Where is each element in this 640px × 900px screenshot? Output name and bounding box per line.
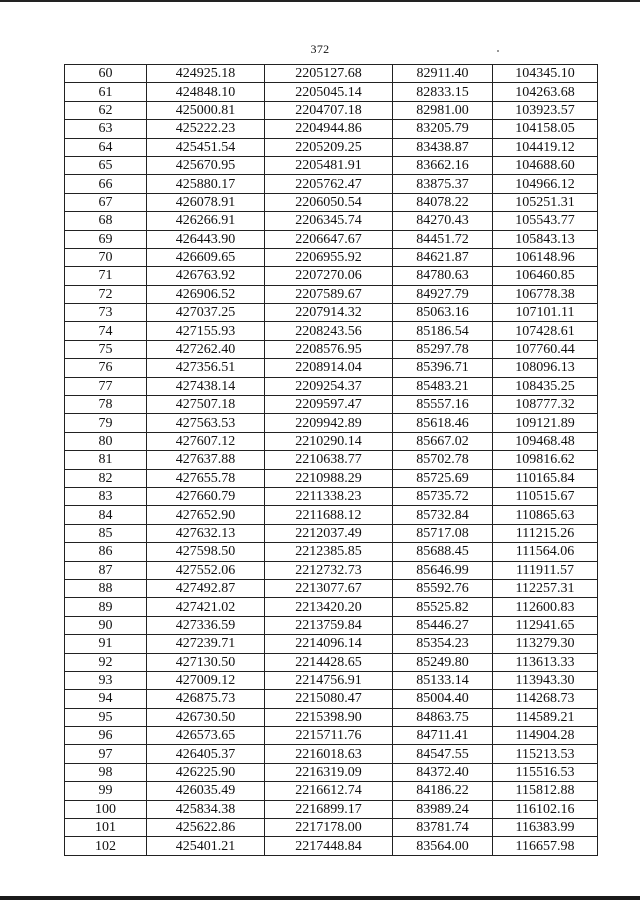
coordinate-cell: 106778.38	[493, 285, 598, 303]
coordinate-cell: 113943.30	[493, 671, 598, 689]
coordinate-cell: 107101.11	[493, 304, 598, 322]
coordinate-cell: 2211688.12	[265, 506, 393, 524]
table-row	[65, 837, 598, 855]
coordinate-cell: 111215.26	[493, 524, 598, 542]
coordinate-cell: 427155.93	[147, 322, 265, 340]
table-row	[65, 193, 598, 211]
coordinate-cell: 110165.84	[493, 469, 598, 487]
coordinate-cell: 110865.63	[493, 506, 598, 524]
coordinate-cell: 115516.53	[493, 763, 598, 781]
coordinate-cell: 2209597.47	[265, 396, 393, 414]
coordinate-cell: 85592.76	[393, 579, 493, 597]
coordinate-cell: 111564.06	[493, 543, 598, 561]
coordinate-cell: 85557.16	[393, 396, 493, 414]
coordinate-cell: 427507.18	[147, 396, 265, 414]
table-row	[65, 727, 598, 745]
point-number-cell: 99	[65, 782, 147, 800]
point-number-cell: 95	[65, 708, 147, 726]
coordinate-cell: 427421.02	[147, 598, 265, 616]
point-number-cell: 74	[65, 322, 147, 340]
coordinate-cell: 427660.79	[147, 487, 265, 505]
coordinate-cell: 426573.65	[147, 727, 265, 745]
coordinate-cell: 2213077.67	[265, 579, 393, 597]
table-row	[65, 83, 598, 101]
coordinate-cell: 104263.68	[493, 83, 598, 101]
coordinate-cell: 109121.89	[493, 414, 598, 432]
table-row	[65, 414, 598, 432]
table-row	[65, 340, 598, 358]
coordinate-cell: 425622.86	[147, 819, 265, 837]
point-number-cell: 79	[65, 414, 147, 432]
coordinate-cell: 2212732.73	[265, 561, 393, 579]
coordinate-cell: 426609.65	[147, 248, 265, 266]
coordinate-cell: 426730.50	[147, 708, 265, 726]
coordinate-cell: 2205127.68	[265, 65, 393, 83]
table-row	[65, 322, 598, 340]
coordinate-cell: 2215711.76	[265, 727, 393, 745]
coordinate-cell: 2205045.14	[265, 83, 393, 101]
point-number-cell: 65	[65, 156, 147, 174]
coordinate-cell: 2204707.18	[265, 101, 393, 119]
coordinate-cell: 85186.54	[393, 322, 493, 340]
coordinate-cell: 426266.91	[147, 212, 265, 230]
coordinate-cell: 427239.71	[147, 635, 265, 653]
coordinate-cell: 106460.85	[493, 267, 598, 285]
point-number-cell: 85	[65, 524, 147, 542]
scan-edge-top	[0, 0, 640, 2]
coordinate-cell: 83875.37	[393, 175, 493, 193]
coordinate-cell: 85525.82	[393, 598, 493, 616]
coordinate-cell: 115213.53	[493, 745, 598, 763]
coordinate-cell: 426906.52	[147, 285, 265, 303]
coordinate-cell: 116383.99	[493, 819, 598, 837]
coordinate-cell: 108777.32	[493, 396, 598, 414]
coordinate-cell: 84711.41	[393, 727, 493, 745]
table-row	[65, 800, 598, 818]
coordinate-cell: 85004.40	[393, 690, 493, 708]
point-number-cell: 94	[65, 690, 147, 708]
coordinate-cell: 83564.00	[393, 837, 493, 855]
coordinate-cell: 427563.53	[147, 414, 265, 432]
table-row	[65, 248, 598, 266]
point-number-cell: 61	[65, 83, 147, 101]
table-row	[65, 745, 598, 763]
coordinate-cell: 2213420.20	[265, 598, 393, 616]
coordinate-cell: 85732.84	[393, 506, 493, 524]
coordinate-cell: 85735.72	[393, 487, 493, 505]
coordinate-cell: 427336.59	[147, 616, 265, 634]
table-row	[65, 598, 598, 616]
point-number-cell: 70	[65, 248, 147, 266]
coordinate-cell: 2207589.67	[265, 285, 393, 303]
coordinate-cell: 116102.16	[493, 800, 598, 818]
coordinate-cell: 427130.50	[147, 653, 265, 671]
point-number-cell: 93	[65, 671, 147, 689]
point-number-cell: 82	[65, 469, 147, 487]
coordinate-cell: 2209942.89	[265, 414, 393, 432]
table-row	[65, 506, 598, 524]
coordinate-cell: 84451.72	[393, 230, 493, 248]
coordinate-cell: 2212037.49	[265, 524, 393, 542]
point-number-cell: 75	[65, 340, 147, 358]
coordinate-cell: 427598.50	[147, 543, 265, 561]
coordinate-cell: 2206647.67	[265, 230, 393, 248]
table-row	[65, 616, 598, 634]
coordinate-cell: 84927.79	[393, 285, 493, 303]
point-number-cell: 86	[65, 543, 147, 561]
coordinate-cell: 84621.87	[393, 248, 493, 266]
coordinate-cell: 2206050.54	[265, 193, 393, 211]
coordinate-cell: 426443.90	[147, 230, 265, 248]
coordinate-cell: 84547.55	[393, 745, 493, 763]
coordinate-cell: 2204944.86	[265, 120, 393, 138]
coordinate-cell: 2217178.00	[265, 819, 393, 837]
coordinate-cell: 2214756.91	[265, 671, 393, 689]
coordinate-cell: 424925.18	[147, 65, 265, 83]
table-row	[65, 304, 598, 322]
coordinate-cell: 2216612.74	[265, 782, 393, 800]
coordinate-cell: 427356.51	[147, 359, 265, 377]
table-row	[65, 635, 598, 653]
point-number-cell: 101	[65, 819, 147, 837]
table-row	[65, 782, 598, 800]
table-row	[65, 212, 598, 230]
coordinate-cell: 109816.62	[493, 451, 598, 469]
coordinate-cell: 82911.40	[393, 65, 493, 83]
coordinate-cell: 2216899.17	[265, 800, 393, 818]
coordinate-cell: 85063.16	[393, 304, 493, 322]
point-number-cell: 76	[65, 359, 147, 377]
coordinate-cell: 2210988.29	[265, 469, 393, 487]
point-number-cell: 87	[65, 561, 147, 579]
coordinate-cell: 104688.60	[493, 156, 598, 174]
coordinate-cell: 425222.23	[147, 120, 265, 138]
coordinate-cell: 85483.21	[393, 377, 493, 395]
coordinate-cell: 85354.23	[393, 635, 493, 653]
coordinate-cell: 85446.27	[393, 616, 493, 634]
table-row	[65, 432, 598, 450]
point-number-cell: 72	[65, 285, 147, 303]
coordinate-cell: 112257.31	[493, 579, 598, 597]
coordinate-cell: 111911.57	[493, 561, 598, 579]
coordinate-cell: 2205481.91	[265, 156, 393, 174]
coordinate-cell: 2217448.84	[265, 837, 393, 855]
coordinate-cell: 2213759.84	[265, 616, 393, 634]
coordinate-cell: 2210638.77	[265, 451, 393, 469]
coordinate-cell: 2211338.23	[265, 487, 393, 505]
point-number-cell: 97	[65, 745, 147, 763]
page-number: 372	[310, 42, 330, 56]
scan-edge-bottom	[0, 896, 640, 900]
coordinate-cell: 107760.44	[493, 340, 598, 358]
coordinate-cell: 83438.87	[393, 138, 493, 156]
table-body	[65, 65, 598, 856]
coordinate-cell: 2215080.47	[265, 690, 393, 708]
table-row	[65, 175, 598, 193]
coordinate-cell: 105843.13	[493, 230, 598, 248]
coordinate-cell: 84186.22	[393, 782, 493, 800]
coordinate-cell: 83662.16	[393, 156, 493, 174]
table-row	[65, 763, 598, 781]
coordinate-cell: 85725.69	[393, 469, 493, 487]
point-number-cell: 96	[65, 727, 147, 745]
coordinate-cell: 2206955.92	[265, 248, 393, 266]
coordinate-cell: 108435.25	[493, 377, 598, 395]
coordinate-cell: 427637.88	[147, 451, 265, 469]
coordinate-cell: 104345.10	[493, 65, 598, 83]
table-row	[65, 561, 598, 579]
coordinate-cell: 107428.61	[493, 322, 598, 340]
coordinate-cell: 2210290.14	[265, 432, 393, 450]
point-number-cell: 62	[65, 101, 147, 119]
coordinate-cell: 85702.78	[393, 451, 493, 469]
coordinate-cell: 2208576.95	[265, 340, 393, 358]
table-row	[65, 359, 598, 377]
table-row	[65, 653, 598, 671]
coordinate-cell: 425401.21	[147, 837, 265, 855]
coordinate-cell: 427552.06	[147, 561, 265, 579]
point-number-cell: 77	[65, 377, 147, 395]
point-number-cell: 73	[65, 304, 147, 322]
coordinate-cell: 2207270.06	[265, 267, 393, 285]
point-number-cell: 92	[65, 653, 147, 671]
coordinate-cell: 103923.57	[493, 101, 598, 119]
table-row	[65, 156, 598, 174]
table-row	[65, 138, 598, 156]
coordinate-cell: 425670.95	[147, 156, 265, 174]
coordinate-cell: 84078.22	[393, 193, 493, 211]
table-row	[65, 285, 598, 303]
coordinate-cell: 427262.40	[147, 340, 265, 358]
table-row	[65, 524, 598, 542]
coordinate-cell: 84372.40	[393, 763, 493, 781]
coordinate-cell: 112600.83	[493, 598, 598, 616]
coordinate-cell: 425834.38	[147, 800, 265, 818]
table-row	[65, 451, 598, 469]
point-number-cell: 67	[65, 193, 147, 211]
point-number-cell: 69	[65, 230, 147, 248]
coordinate-cell: 112941.65	[493, 616, 598, 634]
table-row	[65, 396, 598, 414]
coordinate-cell: 2214096.14	[265, 635, 393, 653]
table-row	[65, 469, 598, 487]
table-row	[65, 819, 598, 837]
point-number-cell: 66	[65, 175, 147, 193]
coordinate-cell: 426035.49	[147, 782, 265, 800]
point-number-cell: 83	[65, 487, 147, 505]
table-row	[65, 230, 598, 248]
coordinate-cell: 109468.48	[493, 432, 598, 450]
coordinate-cell: 426875.73	[147, 690, 265, 708]
coordinate-cell: 427607.12	[147, 432, 265, 450]
point-number-cell: 84	[65, 506, 147, 524]
coordinate-cell: 427438.14	[147, 377, 265, 395]
coordinate-cell: 82981.00	[393, 101, 493, 119]
table-row	[65, 120, 598, 138]
coordinate-cell: 85646.99	[393, 561, 493, 579]
point-number-cell: 98	[65, 763, 147, 781]
coordinate-cell: 426225.90	[147, 763, 265, 781]
coordinate-cell: 104419.12	[493, 138, 598, 156]
point-number-cell: 89	[65, 598, 147, 616]
coordinate-cell: 2208914.04	[265, 359, 393, 377]
coordinate-cell: 85396.71	[393, 359, 493, 377]
coordinate-cell: 2212385.85	[265, 543, 393, 561]
point-number-cell: 80	[65, 432, 147, 450]
coordinate-cell: 425000.81	[147, 101, 265, 119]
coordinate-cell: 105251.31	[493, 193, 598, 211]
coordinate-cell: 105543.77	[493, 212, 598, 230]
coordinate-cell: 427632.13	[147, 524, 265, 542]
point-number-cell: 60	[65, 65, 147, 83]
coordinate-cell: 104158.05	[493, 120, 598, 138]
coordinate-cell: 114904.28	[493, 727, 598, 745]
coordinate-cell: 2209254.37	[265, 377, 393, 395]
coordinate-cell: 83205.79	[393, 120, 493, 138]
coordinate-cell: 427037.25	[147, 304, 265, 322]
coordinate-cell: 427652.90	[147, 506, 265, 524]
coordinate-cell: 85133.14	[393, 671, 493, 689]
coordinate-cell: 104966.12	[493, 175, 598, 193]
coordinate-cell: 2216018.63	[265, 745, 393, 763]
point-number-cell: 64	[65, 138, 147, 156]
point-number-cell: 81	[65, 451, 147, 469]
coordinate-cell: 2215398.90	[265, 708, 393, 726]
point-number-cell: 68	[65, 212, 147, 230]
coordinate-cell: 2206345.74	[265, 212, 393, 230]
table-row	[65, 690, 598, 708]
table-row	[65, 101, 598, 119]
coordinate-cell: 2216319.09	[265, 763, 393, 781]
coordinates-table	[64, 64, 598, 856]
coordinate-cell: 427655.78	[147, 469, 265, 487]
coordinate-cell: 113279.30	[493, 635, 598, 653]
coordinate-cell: 85688.45	[393, 543, 493, 561]
coordinate-cell: 2214428.65	[265, 653, 393, 671]
coordinate-cell: 84270.43	[393, 212, 493, 230]
coordinate-cell: 84863.75	[393, 708, 493, 726]
coordinate-cell: 84780.63	[393, 267, 493, 285]
table-row	[65, 579, 598, 597]
coordinate-cell: 85667.02	[393, 432, 493, 450]
coordinate-cell: 85249.80	[393, 653, 493, 671]
point-number-cell: 71	[65, 267, 147, 285]
point-number-cell: 91	[65, 635, 147, 653]
coordinate-cell: 114268.73	[493, 690, 598, 708]
table-row	[65, 377, 598, 395]
table-row	[65, 487, 598, 505]
coordinate-cell: 2208243.56	[265, 322, 393, 340]
table-row	[65, 65, 598, 83]
coordinate-cell: 106148.96	[493, 248, 598, 266]
coordinate-cell: 427009.12	[147, 671, 265, 689]
coordinate-cell: 114589.21	[493, 708, 598, 726]
coordinate-cell: 425451.54	[147, 138, 265, 156]
coordinate-cell: 426078.91	[147, 193, 265, 211]
coordinate-cell: 115812.88	[493, 782, 598, 800]
coordinate-cell: 2205209.25	[265, 138, 393, 156]
coordinate-cell: 426405.37	[147, 745, 265, 763]
coordinate-cell: 116657.98	[493, 837, 598, 855]
point-number-cell: 63	[65, 120, 147, 138]
coordinate-cell: 110515.67	[493, 487, 598, 505]
point-number-cell: 100	[65, 800, 147, 818]
point-number-cell: 78	[65, 396, 147, 414]
coordinate-cell: 108096.13	[493, 359, 598, 377]
coordinate-cell: 424848.10	[147, 83, 265, 101]
coordinate-cell: 426763.92	[147, 267, 265, 285]
table-row	[65, 543, 598, 561]
coordinate-cell: 82833.15	[393, 83, 493, 101]
coordinate-cell: 425880.17	[147, 175, 265, 193]
coordinate-cell: 2207914.32	[265, 304, 393, 322]
coordinate-cell: 427492.87	[147, 579, 265, 597]
table-row	[65, 671, 598, 689]
point-number-cell: 102	[65, 837, 147, 855]
table-row	[65, 708, 598, 726]
coordinate-cell: 83781.74	[393, 819, 493, 837]
point-number-cell: 88	[65, 579, 147, 597]
coordinate-cell: 83989.24	[393, 800, 493, 818]
coordinate-cell: 85297.78	[393, 340, 493, 358]
point-number-cell: 90	[65, 616, 147, 634]
table-row	[65, 267, 598, 285]
coordinate-cell: 85717.08	[393, 524, 493, 542]
coordinate-cell: 2205762.47	[265, 175, 393, 193]
coordinate-cell: 113613.33	[493, 653, 598, 671]
coordinate-cell: 85618.46	[393, 414, 493, 432]
